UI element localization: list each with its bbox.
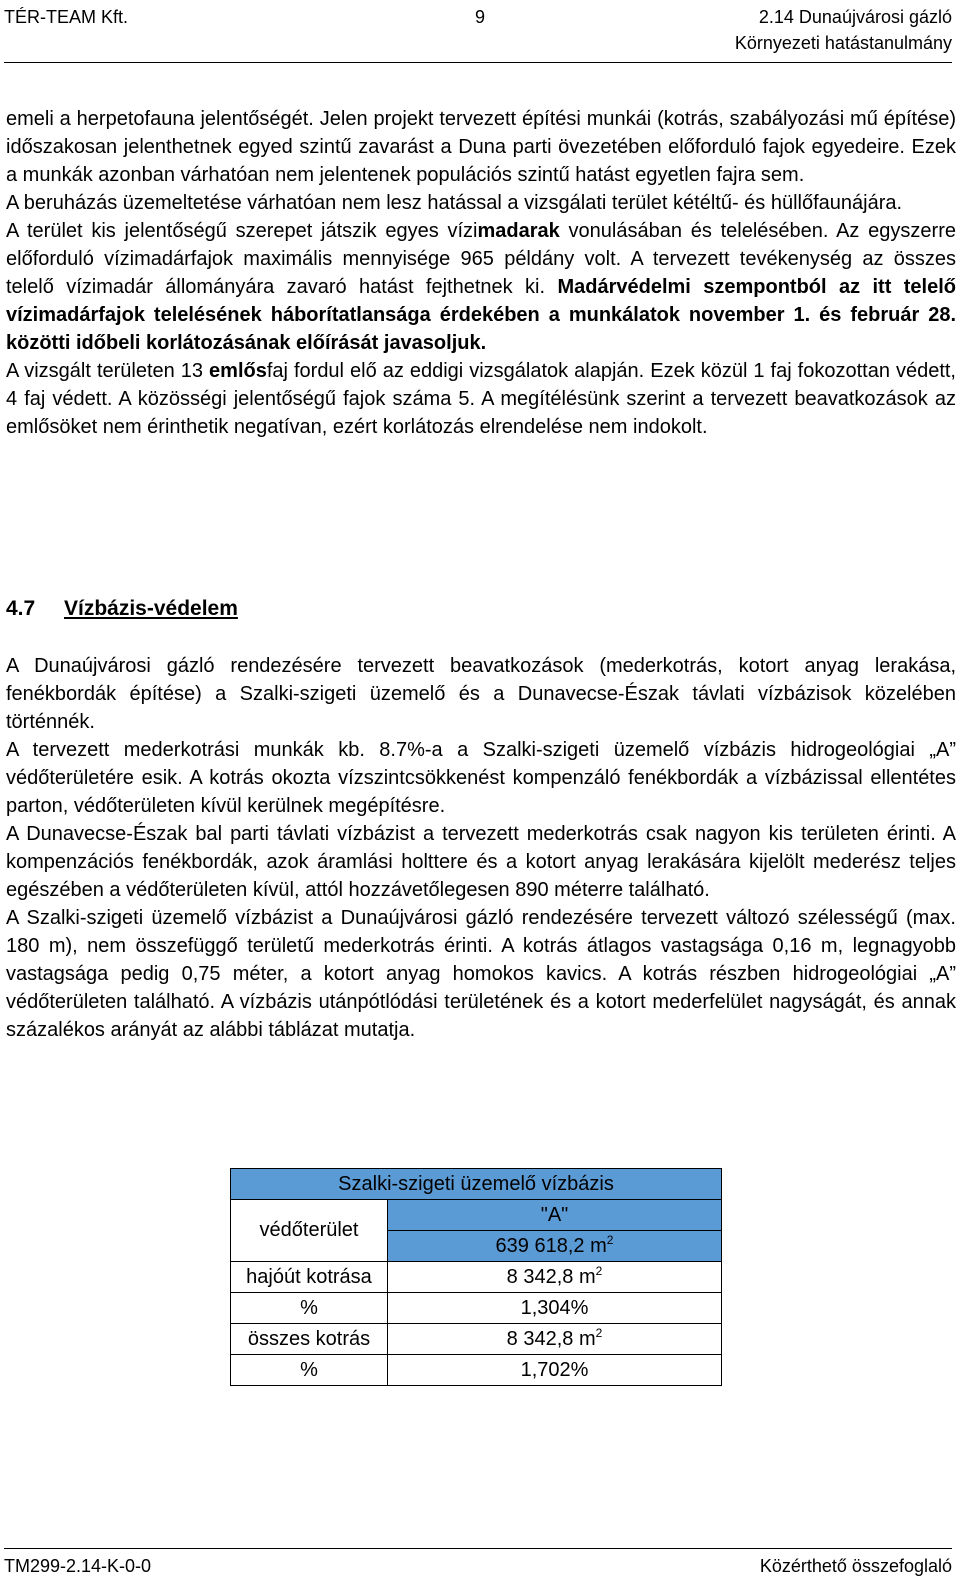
superscript: 2 — [606, 1232, 614, 1247]
bold-term-birds: madarak — [477, 220, 560, 242]
table-row — [231, 1324, 722, 1355]
table-row — [231, 1262, 722, 1293]
document-title: 2.14 Dunaújvárosi gázló — [758, 7, 952, 27]
paragraph-szalki: A Szalki-szigeti üzemelő vízbázist a Dunaújvárosi gázló rendezésére tervezett változó szélességű (max. 180 m), nem összefüggő területű mederkotrás érinti. A kotrás átlagos vastagsága 0,16 m, legnagyobb vastagsága pedig 0,75 méter, a kotort anyag homokos kavics. A kotrás részben hidrogeológiai „A” védőterületen található. A vízbázis utánpótlódási területének és a kotort mederfelület nagyságát, és annak százalékos arányát az alábbi táblázat mutatja. — [6, 907, 956, 1041]
text-run: faj fordul elő az eddigi vizsgálatok alapján. Ezek közül 1 faj fokozottan védett, 4 faj védett. A közösségi jelentőségű fajok száma 5. A megítélésünk szerint a tervezett beavatkozások az emlősöket nem érinthetik negatívan, ezért korlátozás elrendelése nem indokolt. — [6, 360, 956, 438]
table-cell-text: 1,702% — [520, 1358, 589, 1381]
paragraph-dunavecse: A Dunavecse-Észak bal parti távlati vízbázist a tervezett mederkotrás csak nagyon kis területen érinti. A kompenzációs fenékbordák, azok áramlási holttere és a kotort anyag lerakására kijelölt mederész teljes egészében a védőterületen kívül, attól hozzávetőlegesen 890 méterre található. — [6, 823, 956, 901]
table-row — [231, 1293, 722, 1324]
document-title-block — [735, 4, 952, 56]
footer-divider — [4, 1548, 952, 1549]
text-run: A terület kis jelentőségű szerepet játszik egyes vízi — [6, 220, 478, 242]
text-run: A vizsgált területen 13 — [6, 360, 210, 382]
table-cell-value — [388, 1293, 722, 1324]
table-cell-label: % — [231, 1293, 388, 1324]
paragraph-intervention: A Dunaújvárosi gázló rendezésére tervezett beavatkozások (mederkotrás, kotort anyag lerakása, fenékbordák építése) a Szalki-szigeti üzemelő és a Dunavecse-Észak távlati vízbázisok közelében történnék. — [6, 655, 956, 733]
paragraph-birds — [6, 217, 956, 357]
table-cell-text: 639 618,2 m — [495, 1234, 607, 1257]
table-row — [231, 1355, 722, 1386]
document-subtitle: Környezeti hatástanulmány — [734, 33, 952, 53]
table-cell-text: 8 342,8 m — [506, 1265, 596, 1288]
fauna-text-block — [6, 105, 956, 441]
document-code: TM299-2.14-K-0-0 — [4, 1556, 152, 1576]
superscript: 2 — [595, 1263, 603, 1278]
section-heading — [6, 595, 238, 623]
document-type: Közérthető összefoglaló — [759, 1556, 952, 1576]
table-cell-text: 1,304% — [520, 1296, 589, 1319]
table-title: Szalki-szigeti üzemelő vízbázis — [231, 1169, 722, 1200]
table-cell-label: % — [231, 1355, 388, 1386]
table-cell-value — [388, 1355, 722, 1386]
section-number: 4.7 — [6, 597, 36, 620]
water-protection-text-block — [6, 652, 956, 1044]
table-cell-label: összes kotrás — [231, 1324, 388, 1355]
table-cell-label: hajóút kotrása — [231, 1262, 388, 1293]
company-name: TÉR-TEAM Kft. — [4, 7, 129, 27]
header-divider — [4, 62, 952, 63]
table-row — [231, 1200, 722, 1231]
table-zone-value: "A" — [388, 1200, 722, 1231]
table-zone-label: védőterület — [231, 1200, 388, 1262]
page-number: 9 — [474, 7, 485, 27]
paragraph-herpetofauna: emeli a herpetofauna jelentőségét. Jelen projekt tervezett építési munkái (kotrás, szabályozási mű építése) időszakosan jelenthetnek egyed szintű zavarást a Duna parti övezetében előforduló fajok egyedeire. Ezek a munkák azonban várhatóan nem jelentenek populációs szintű hatást egyetlen fajra sem. — [6, 108, 956, 186]
superscript: 2 — [595, 1325, 603, 1340]
table-title-row — [231, 1169, 722, 1200]
table-cell-value — [388, 1324, 722, 1355]
paragraph-dredging-share: A tervezett mederkotrási munkák kb. 8.7%-a a Szalki-szigeti üzemelő vízbázis hidrogeológiai „A” védőterületére esik. A kotrás okozta vízszintcsökkenést kompenzáló fenékbordák a vízbázissal ellentétes parton, védőterületen kívül kerülnek megépítésre. — [6, 739, 956, 817]
section-title: Vízbázis-védelem — [64, 597, 238, 620]
table-cell-text: 8 342,8 m — [506, 1327, 596, 1350]
table-cell-value — [388, 1262, 722, 1293]
bold-recommendation: Madárvédelmi szempontból az itt telelő vízimadárfajok telelésének háborítatlansága érdekében a munkálatok november 1. és február 28. közötti időbeli korlátozásának előírását javasoljuk. — [6, 276, 956, 354]
text-run: vonulásában és telelésében. Az egyszerre előforduló vízimadárfajok maximális mennyisége 965 példány volt. A tervezett tevékenység az összes telelő vízimadár állományára zavaró hatást fejthetnek ki. — [6, 220, 956, 298]
water-base-table — [230, 1168, 722, 1386]
paragraph-mammals — [6, 357, 956, 441]
bold-term-mammals: emlős — [209, 360, 267, 382]
table-zone-area — [388, 1231, 722, 1262]
paragraph-amphibians: A beruházás üzemeltetése várhatóan nem lesz hatással a vizsgálati terület kétéltű- és hüllőfaunájára. — [6, 192, 903, 214]
